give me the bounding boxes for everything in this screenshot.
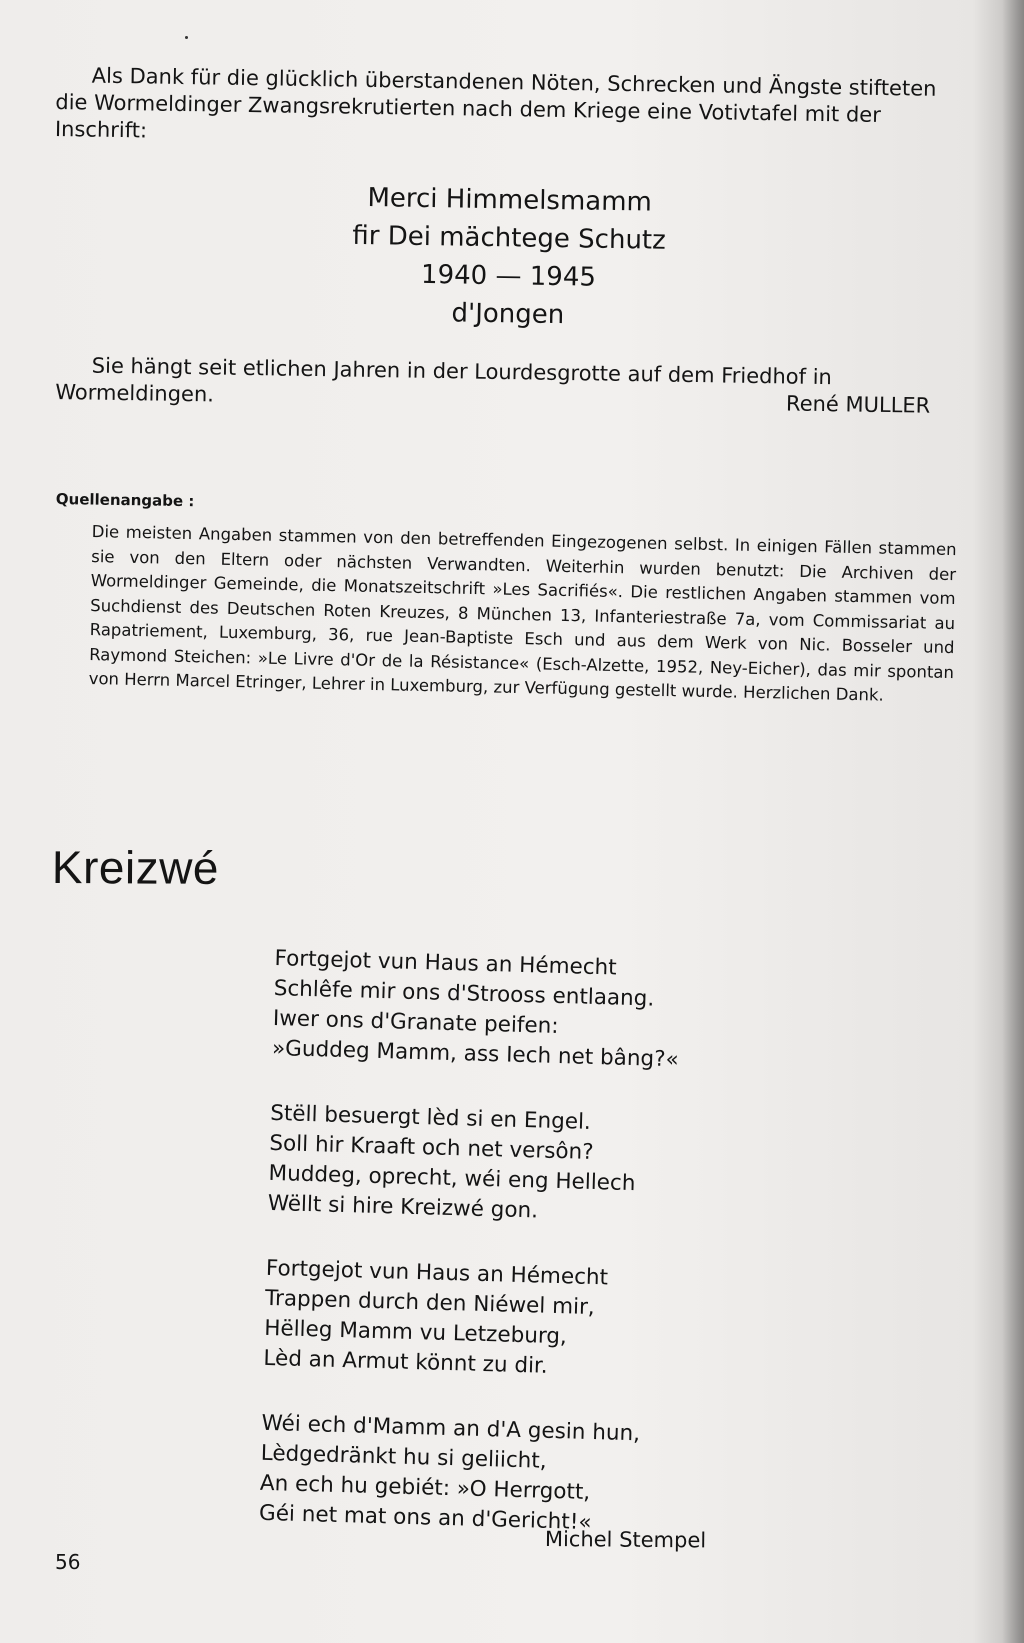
- poem-stanza: [259, 1409, 722, 1542]
- poem-title: Kreizwé: [51, 841, 220, 894]
- inscription-line-4: d'Jongen: [451, 298, 565, 331]
- poem-line: Wëllt si hire Kreizwé gon.: [267, 1190, 539, 1224]
- poem-line: Soll hir Kraaft och net versôn?: [269, 1130, 594, 1165]
- poem-line: Iwer ons d'Granate peifen:: [272, 1005, 559, 1039]
- inscription-line-2: fir Dei mächtege Schutz: [352, 220, 666, 256]
- poem-line: »Guddeg Mamm, ass Iech net bâng?«: [271, 1035, 680, 1073]
- poem-line: Wéi ech d'Mamm an d'A gesin hun,: [261, 1410, 641, 1447]
- binding-shadow: [1002, 0, 1024, 1643]
- poem-line: Hëlleg Mamm vu Letzeburg,: [263, 1315, 568, 1350]
- sources-text: Die meisten Angaben stammen von den betreffenden Eingezogenen selbst. In einigen Fällen stammen sie von den Eltern oder nächsten Verwandten. Weiterhin wurden benutzt: Die Archiven der Wormeldinger Gemeinde, die Monatszeitschrift »Les Sacrifiés«. Die restlichen Angaben stammen vom Suchdienst des Deutschen Roten Kreuzes, 8 München 13, Infanteriestraße 7a, vom Commissariat au Rapatriement, Luxemburg, 36, rue Jean-Baptiste Esch und aus dem Werk von Nic. Bosseler und Raymond Steichen: »Le Livre d'Or de la Résistance« (Esch-Alzette, 1952, Ney-Eicher), das mir spontan von Herrn Marcel Etringer, Lehrer in Luxemburg, zur Verfügung gestellt wurde. Herzlichen Dank.: [88, 521, 957, 705]
- after-inscription-section: [55, 352, 961, 420]
- after-paragraph: Sie hängt seit etlichen Jahren in der Lourdesgrotte auf dem Friedhof in: [91, 353, 833, 390]
- ink-speck: [185, 36, 188, 39]
- poem-stanza: [267, 1099, 730, 1232]
- poem-line: Muddeg, oprecht, wéi eng Hellech: [268, 1160, 636, 1197]
- after-paragraph-end: Wormeldingen.: [55, 379, 215, 407]
- poem-line: Lèd an Armut könnt zu dir.: [263, 1345, 549, 1379]
- poem-line: Lèdgedränkt hu si geliicht,: [260, 1440, 547, 1474]
- inscription-line-3: 1940 — 1945: [420, 259, 597, 293]
- poem-line: Géi net mat ons an d'Gericht!«: [258, 1500, 592, 1536]
- poem-line: Schlêfe mir ons d'Strooss entlaang.: [273, 975, 655, 1012]
- votive-inscription: [298, 178, 720, 337]
- page-number: 56: [55, 1550, 81, 1574]
- poem-stanza: [272, 944, 735, 1077]
- article-author: René MULLER: [785, 391, 931, 418]
- poem-line: Fortgejot vun Haus an Hémecht: [265, 1255, 609, 1291]
- poem-stanza: [263, 1254, 726, 1387]
- poem-line: Trappen durch den Niéwel mir,: [264, 1285, 596, 1321]
- poem-line: An ech hu gebiét: »O Herrgott,: [259, 1470, 591, 1506]
- intro-section: [55, 62, 961, 157]
- poem-body: [258, 944, 735, 1577]
- intro-paragraph: Als Dank für die glücklich überstandenen Nöten, Schrecken und Ängste stifteten die Wormeldinger Zwangsrekrutierten nach dem Kriege eine Votivtafel mit der Inschrift:: [54, 63, 937, 143]
- poem-line: Fortgejot vun Haus an Hémecht: [274, 945, 617, 981]
- poem-line: Stëll besuergt lèd si en Engel.: [269, 1100, 592, 1135]
- poem-author: Michel Stempel: [544, 1527, 707, 1553]
- sources-heading: Quellenangabe :: [55, 490, 195, 511]
- inscription-line-1: Merci Himmelsmamm: [367, 183, 653, 218]
